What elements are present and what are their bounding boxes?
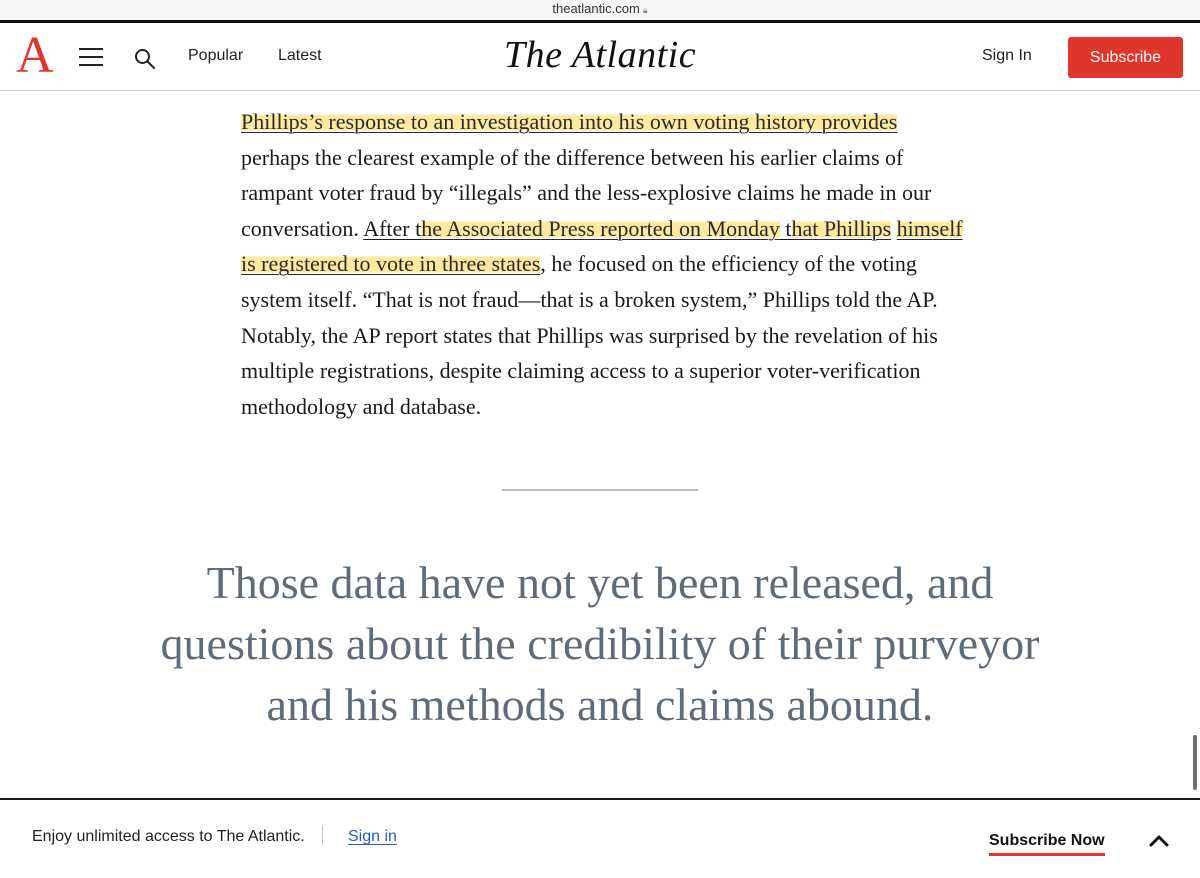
section-divider [502, 489, 698, 491]
nav-latest[interactable]: Latest [278, 47, 322, 64]
paragraph-text-1: perhaps the clearest example of the difference between his earlier claims of rampant voter fraud by “illegals” and the less-explosive claims he made in our conversation. [241, 144, 932, 241]
paragraph-space [891, 216, 897, 241]
ap-report-link-start[interactable]: After t [363, 215, 422, 241]
masthead-title[interactable]: The Atlantic [503, 34, 697, 76]
lock-icon: 🔒︎ [642, 5, 648, 15]
article-paragraph [241, 104, 971, 424]
paragraph-text-2: , he focused on the efficiency of the voting system itself. “That is not fraud—that is a broken system,” Phillips told the AP. Notably, the AP report states that Phillips was surprised by the revelation of his multiple registrations, despite claiming access to a superior voter-verification methodology and database. [241, 251, 938, 419]
scrollbar-thumb[interactable] [1193, 735, 1197, 790]
highlight-3: hat Phillips [791, 215, 892, 241]
browser-url-bar[interactable] [0, 0, 1200, 20]
highlight-1: Phillips’s response to an investigation into his own voting history provides [241, 109, 898, 134]
sign-in-link[interactable]: Sign In [982, 47, 1032, 64]
promo-text: Enjoy unlimited access to The Atlantic. [32, 828, 305, 845]
subscription-bar [0, 798, 1200, 878]
chevron-up-icon[interactable] [1148, 832, 1170, 848]
site-header [0, 23, 1200, 91]
ap-report-link-end[interactable]: t [779, 215, 792, 241]
bar-separator [322, 825, 323, 845]
highlight-4: himself is registered to vote in three states [241, 215, 963, 277]
nav-popular[interactable]: Popular [188, 47, 244, 64]
url-text[interactable]: theatlantic.com [552, 1, 640, 16]
pull-quote: Those data have not yet been released, and questions about the credibility of their purveyor and his methods and claims abound. [160, 557, 1040, 730]
subscribe-button[interactable]: Subscribe [1068, 37, 1183, 78]
atlantic-logo[interactable]: A [16, 27, 54, 84]
bar-sign-in-link[interactable]: Sign in [348, 828, 397, 845]
ap-report-link-highlight[interactable]: he Associated Press reported on Monday [421, 215, 780, 241]
subscribe-now-button[interactable]: Subscribe Now [989, 832, 1105, 856]
